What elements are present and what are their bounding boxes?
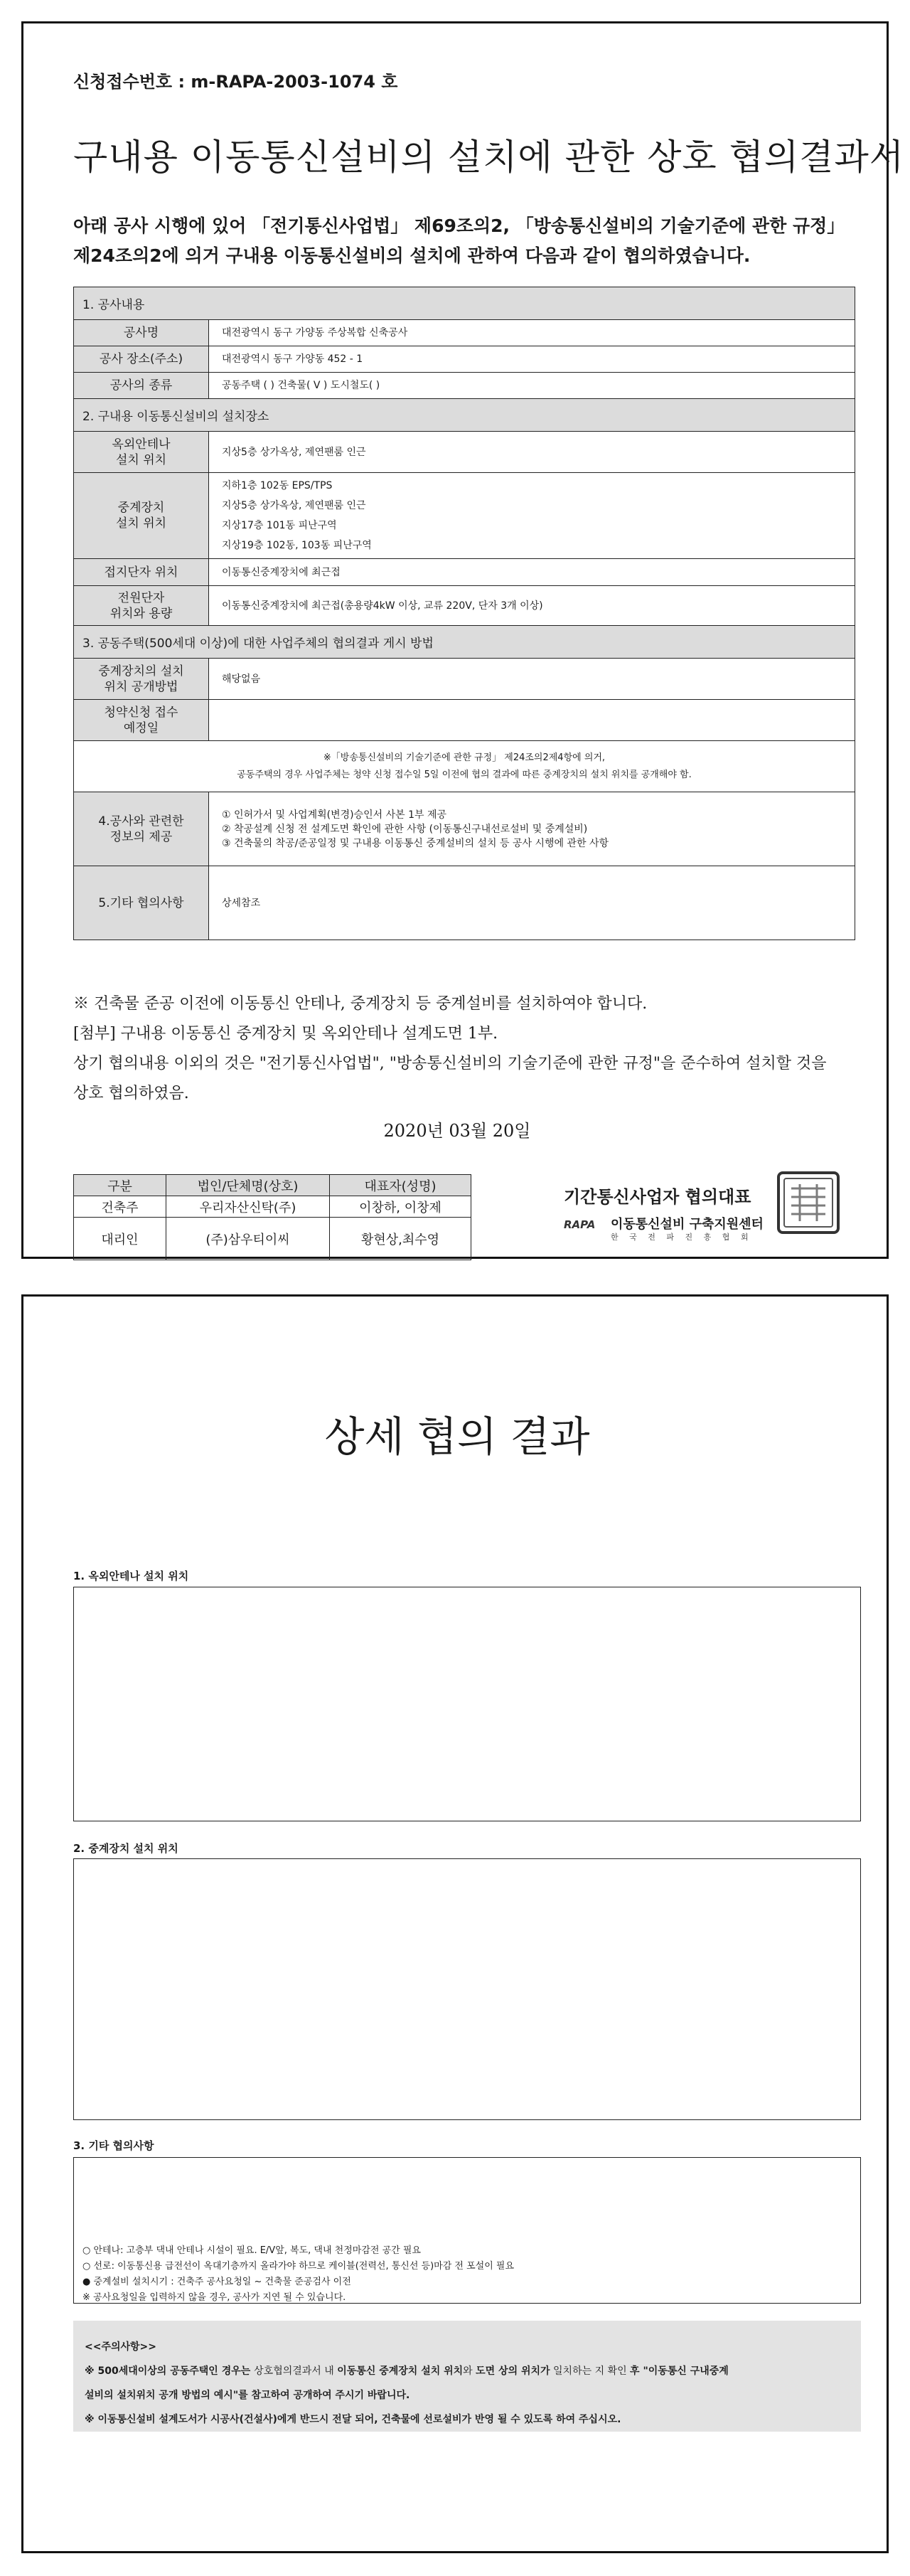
caution-text: 와: [463, 2365, 476, 2377]
label-disclosure-line1: 중계장치의 설치: [98, 664, 184, 678]
caution-text: ※ 500세대이상의 공동주택인 경우는: [85, 2365, 255, 2377]
signatory-table: [73, 1174, 471, 1260]
label-info-line1: 4.공사와 관련한: [98, 814, 184, 829]
value-subscription-date: [209, 700, 855, 741]
label-outdoor-antenna-line1: 옥외안테나: [112, 437, 171, 452]
value-relay-location: [209, 473, 855, 559]
caution-text: 상호협의결과서 내: [254, 2365, 338, 2377]
section-header-disclosure: 3. 공동주택(500세대 이상)에 대한 사업주체의 협의결과 게시 방법: [74, 626, 855, 659]
detail-results-title: 상세 협의 결과: [324, 1412, 590, 1461]
other-matters-box: [73, 2157, 861, 2304]
consultation-form-table: [73, 287, 855, 940]
organization-subname: 한 국 전 파 진 흥 협 회: [611, 1233, 753, 1242]
label-power-line1: 전원단자: [117, 590, 165, 605]
label-disclosure-line2: 위치 공개방법: [104, 679, 178, 694]
label-power-line2: 위치와 용량: [109, 606, 173, 621]
note-line: ○ 안테나: 고층부 댁내 안테나 시설이 필요. E/V앞, 복도, 댁내 천정마감전 공간 필요: [82, 2245, 421, 2256]
remark-line: [첨부] 구내용 이동통신 중계장치 및 옥외안테나 설계도면 1부.: [73, 1025, 498, 1043]
relay-location-box: [73, 1858, 861, 2120]
relay-location-line: 지상5층 상가옥상, 제연팬룸 인근: [222, 500, 366, 511]
label-project-type: 공사의 종류: [74, 373, 209, 399]
caution-box: [73, 2321, 861, 2432]
remarks-block: [73, 989, 862, 1109]
remark-line: ※ 건축물 준공 이전에 이동통신 안테나, 중계장치 등 중계설비를 설치하여야 합니다.: [73, 995, 648, 1013]
caution-text: 후 "이동통신 구내중계: [630, 2365, 729, 2377]
rapa-logo: RAPA: [564, 1218, 596, 1231]
caution-header: <<주의사항>>: [85, 2341, 157, 2353]
value-ground-terminal: 이동통신중계장치에 최근접: [209, 559, 855, 586]
value-project-type: 공동주택 ( ) 건축물( V ) 도시철도( ): [209, 373, 855, 399]
label-project-location: 공사 장소(주소): [74, 346, 209, 373]
page-1: [21, 21, 905, 1259]
label-subscription-line1: 청약신청 접수: [104, 705, 178, 720]
page-2: [21, 1294, 889, 2553]
signatory-agent-type: 대리인: [74, 1218, 166, 1260]
signatory-owner-corp: 우리자산신탁(주): [166, 1196, 330, 1218]
caution-line-2: 설비의 설치위치 공개 방법의 예시"를 참고하여 공개하여 주시기 바랍니다.: [85, 2390, 410, 2401]
agreement-date: 2020년 03월 20일: [383, 1121, 531, 1141]
note-line: ※ 공사요청일을 입력하지 않을 경우, 공사가 지연 될 수 있습니다.: [82, 2292, 346, 2303]
label-info-line2: 정보의 제공: [109, 829, 173, 844]
caution-text: 이동통신 중계장치 설치 위치: [337, 2365, 464, 2377]
other-matters-notes: [82, 2243, 514, 2306]
value-power-terminal: 이동통신중계장치에 최근접(총용량4kW 이상, 교류 220V, 단자 3개 이상): [209, 586, 855, 626]
caution-line-1: [85, 2359, 850, 2383]
carrier-representative-title: 기간통신사업자 협의대표: [564, 1187, 751, 1207]
regulation-notice-line2: 공동주택의 경우 사업주체는 청약 신청 접수일 5일 이전에 협의 결과에 따른 중계장치의 설치 위치를 공개해야 함.: [237, 769, 692, 780]
value-project-name: 대전광역시 동구 가양동 주상복합 신축공사: [209, 320, 855, 346]
regulation-notice-line1: ※「방송통신설비의 기술기준에 관한 규정」 제24조의2제4항에 의거,: [323, 752, 606, 763]
label-outdoor-antenna: [74, 432, 209, 473]
signatory-agent-rep: 황현상,최수영: [330, 1218, 471, 1260]
intro-paragraph: 아래 공사 시행에 있어 「전기통신사업법」 제69조의2, 「방송통신설비의 기술기준에 관한 규정」 제24조의2에 의거 구내용 이동통신설비의 설치에 관하여 다음과 같이 협의하였습니다.: [73, 215, 845, 266]
signatory-owner-rep: 이창하, 이창제: [330, 1196, 471, 1218]
remark-line: 상기 협의내용 이외의 것은 "전기통신사업법", "방송통신설비의 기술기준에 관한 규정"을 준수하여 설치할 것을: [73, 1055, 827, 1073]
section-other-matters-label: 3. 기타 협의사항: [73, 2139, 154, 2152]
label-info-provision: [74, 792, 209, 866]
note-line: ● 중계설비 설치시기 : 건축주 공사요청일 ~ 건축물 준공검사 이전: [82, 2277, 351, 2287]
caution-text: 도면 상의 위치가: [476, 2365, 550, 2377]
value-other-matters: 상세참조: [209, 866, 855, 940]
value-info-provision: [209, 792, 855, 866]
signatory-header-corp: 법인/단체명(상호): [166, 1175, 330, 1196]
signatory-agent-corp: (주)삼우티이씨: [166, 1218, 330, 1260]
section-header-construction: 1. 공사내용: [74, 287, 855, 320]
info-provision-line: ① 인허가서 및 사업계획(변경)승인서 사본 1부 제공: [222, 809, 447, 821]
label-outdoor-antenna-line2: 설치 위치: [115, 452, 167, 467]
label-other-matters: 5.기타 협의사항: [74, 866, 209, 940]
info-provision-line: ③ 건축물의 착공/준공일정 및 구내용 이동통신 중계설비의 설치 등 공사 시행에 관한 사항: [222, 837, 609, 849]
value-outdoor-antenna: 지상5층 상가옥상, 제연팬룸 인근: [209, 432, 855, 473]
label-project-name: 공사명: [74, 320, 209, 346]
label-disclosure-method: [74, 659, 209, 700]
section-relay-location-label: 2. 중계장치 설치 위치: [73, 1842, 178, 1855]
signatory-header-type: 구분: [74, 1175, 166, 1196]
info-provision-line: ② 착공설계 신청 전 설계도면 확인에 관한 사항 (이동통신구내선로설비 및 중계설비): [222, 823, 588, 835]
label-relay-location: [74, 473, 209, 559]
section-header-installation: 2. 구내용 이동통신설비의 설치장소: [74, 399, 855, 432]
label-subscription-line2: 예정일: [123, 720, 159, 735]
caution-text: 일치하는 지 확인: [550, 2365, 631, 2377]
signatory-header-rep: 대표자(성명): [330, 1175, 471, 1196]
signatory-owner-type: 건축주: [74, 1196, 166, 1218]
section-outdoor-antenna-label: 1. 옥외안테나 설치 위치: [73, 1570, 189, 1582]
official-seal-stamp: [776, 1170, 841, 1235]
carrier-seal-area: [542, 1167, 855, 1245]
label-power-terminal: [74, 586, 209, 626]
relay-location-line: 지상17층 101동 피난구역: [222, 520, 337, 531]
value-disclosure-method: 해당없음: [209, 659, 855, 700]
relay-location-line: 지상19층 102동, 103동 피난구역: [222, 540, 372, 551]
remark-line: 상호 협의하였음.: [73, 1085, 189, 1102]
relay-location-line: 지하1층 102동 EPS/TPS: [222, 480, 333, 491]
label-ground-terminal: 접지단자 위치: [74, 559, 209, 586]
caution-line-3: ※ 이동통신설비 설계도서가 시공사(건설사)에게 반드시 전달 되어, 건축물에 선로설비가 반영 될 수 있도록 하여 주십시오.: [85, 2414, 621, 2425]
label-relay-line1: 중계장치: [117, 501, 165, 515]
value-project-location: 대전광역시 동구 가양동 452 - 1: [209, 346, 855, 373]
regulation-notice: [74, 741, 855, 792]
outdoor-antenna-box: [73, 1587, 861, 1821]
document-title: 구내용 이동통신설비의 설치에 관한 상호 협의결과서: [73, 137, 905, 178]
registration-number: 신청접수번호 : m-RAPA-2003-1074 호: [73, 72, 398, 92]
label-subscription-date: [74, 700, 209, 741]
organization-name: 이동통신설비 구축지원센터: [611, 1217, 764, 1232]
label-relay-line2: 설치 위치: [115, 516, 167, 531]
note-line: ○ 선로: 이동통신용 급전선이 옥대기층까지 올라가야 하므로 케이블(전력선, 통신선 등)마감 전 포설이 필요: [82, 2261, 515, 2272]
